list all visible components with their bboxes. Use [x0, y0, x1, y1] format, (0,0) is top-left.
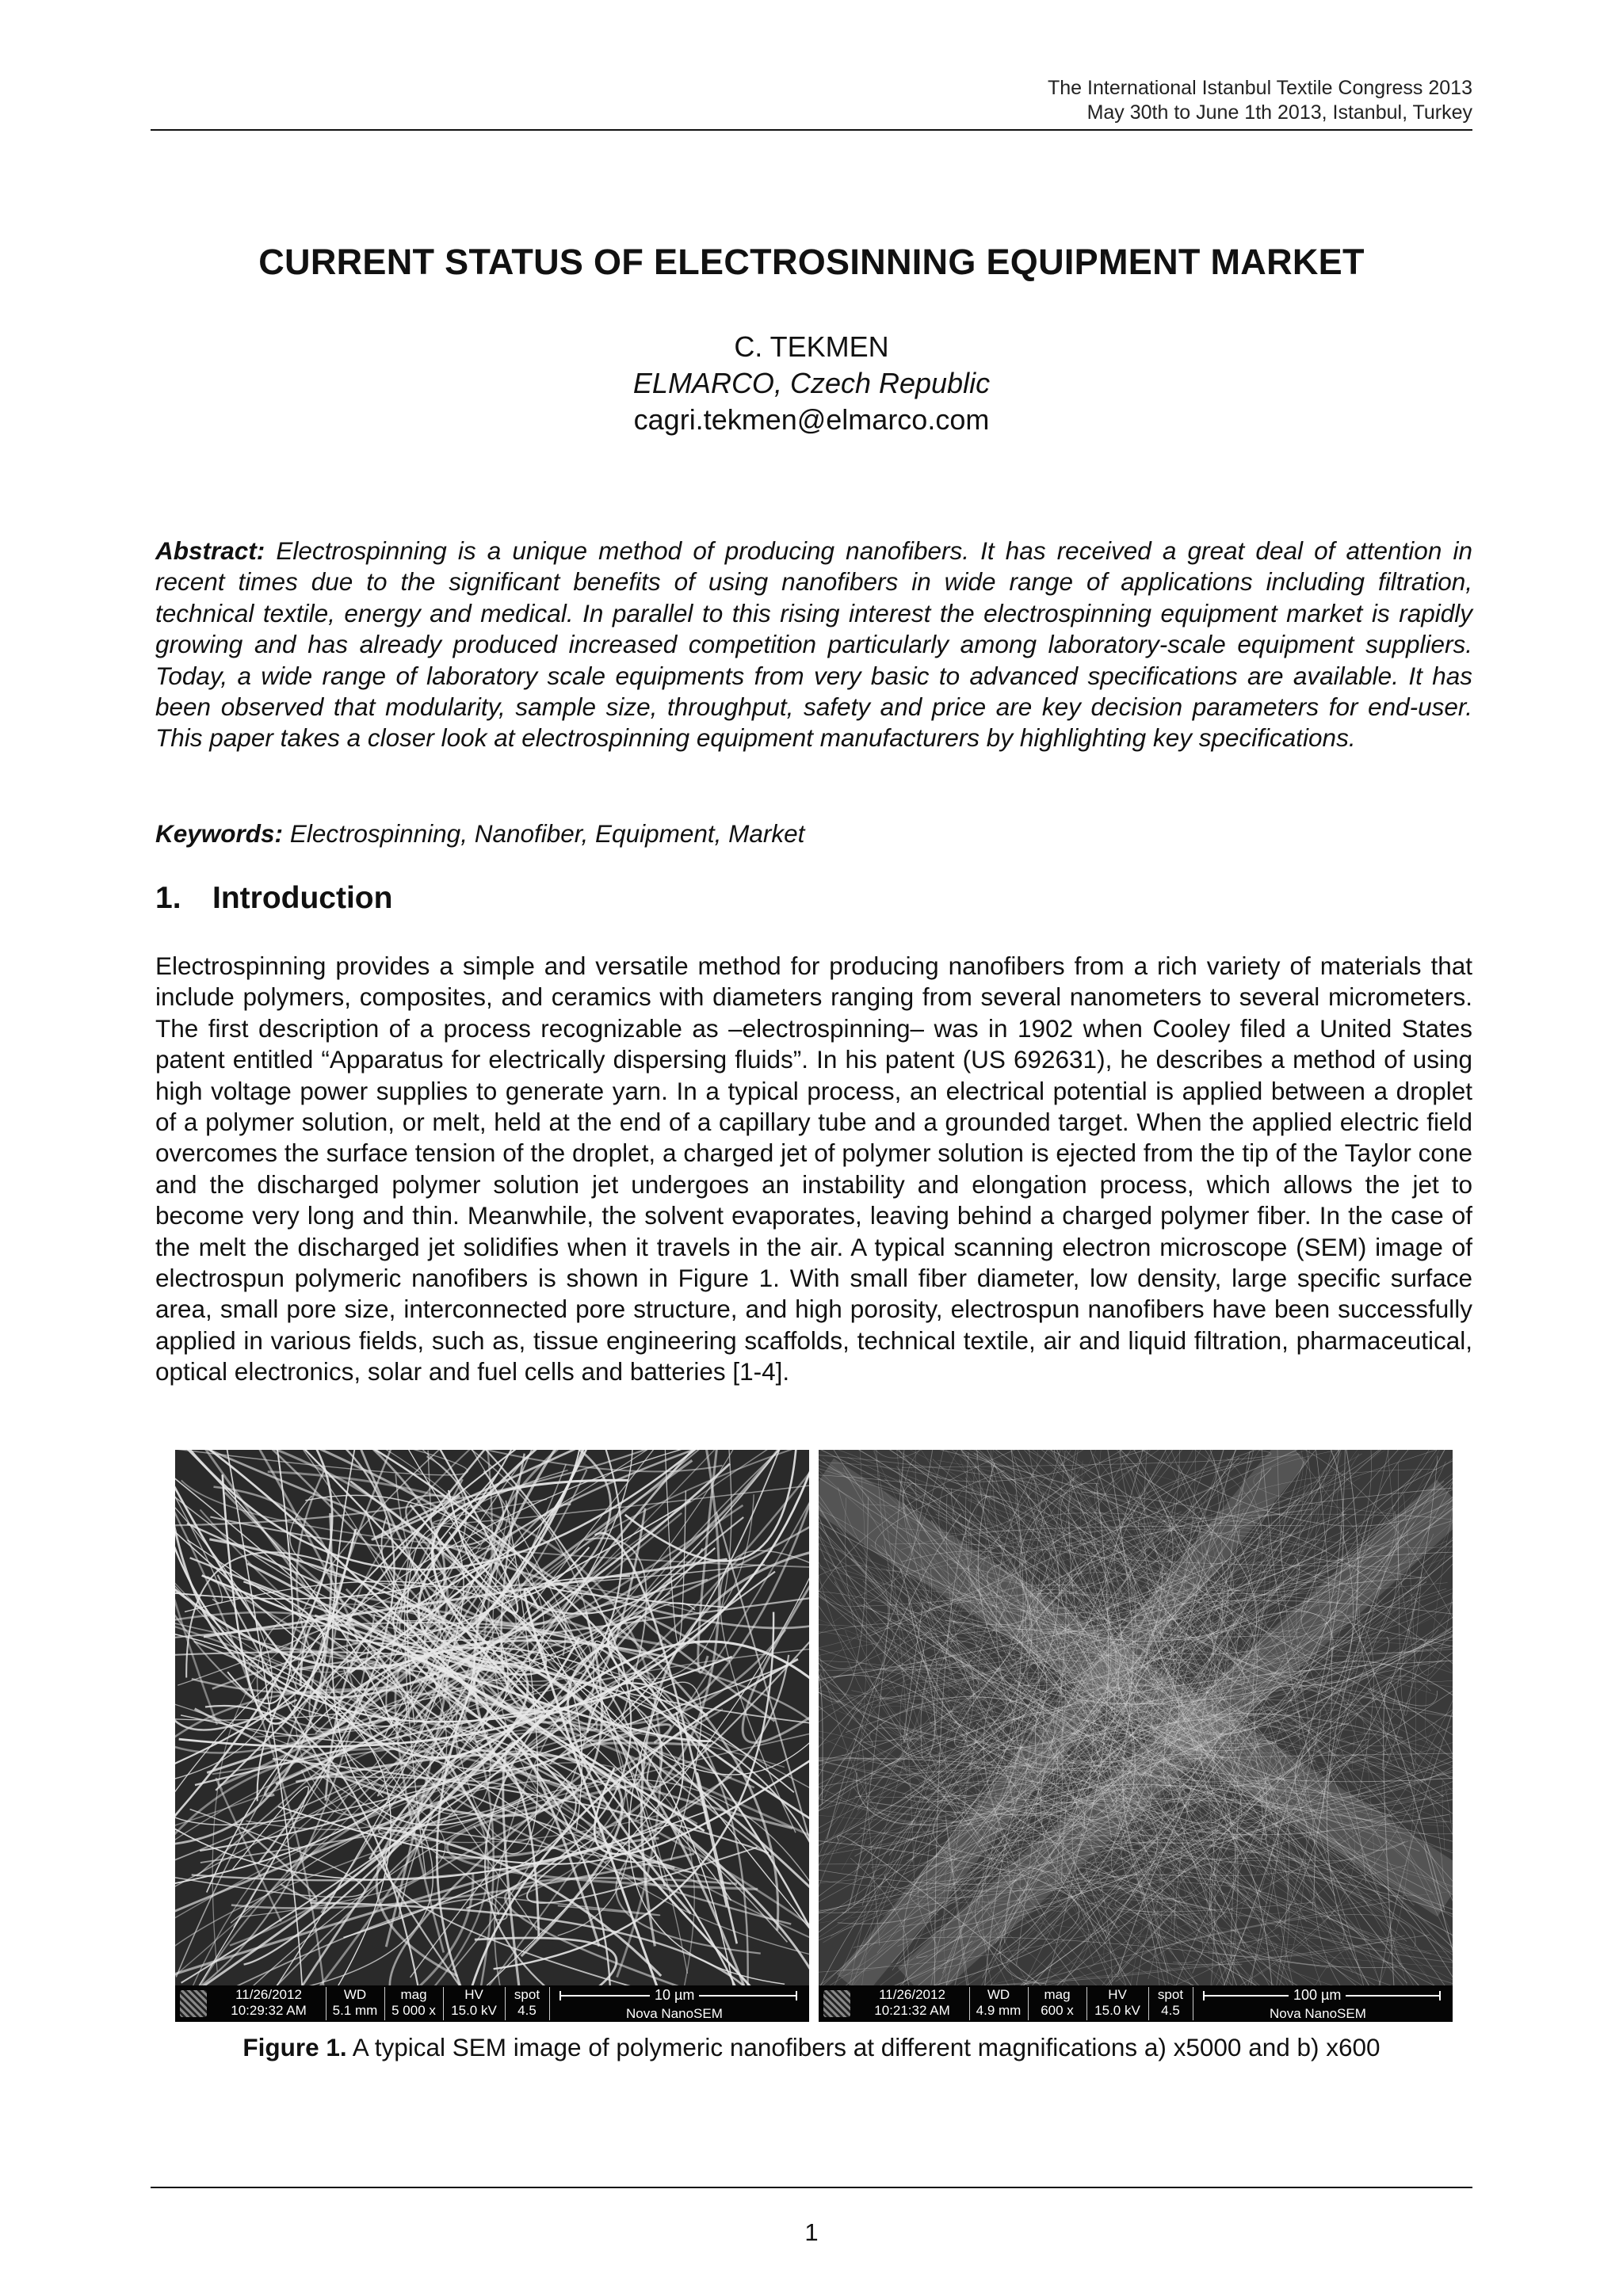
caption-label: Figure 1.: [242, 2033, 347, 2061]
sem-fiber-texture-a: [175, 1450, 809, 1985]
header-divider: [151, 129, 1472, 131]
instrument-name: Nova NanoSEM: [626, 2006, 723, 2021]
sem-image-a: [175, 1450, 809, 2022]
author-block: [151, 329, 1472, 438]
fei-logo-icon: [180, 1990, 207, 2017]
sem-spot-value: 4.5: [517, 2003, 537, 2018]
sem-date: 11/26/2012: [235, 1987, 302, 2002]
sem-spot-label: spot: [1157, 1987, 1184, 2002]
sem-datetime: [213, 1987, 324, 2020]
sem-hv: [1086, 1987, 1148, 2020]
keywords: [155, 819, 1472, 849]
sem-scale: [1193, 1987, 1452, 2020]
sem-time: 10:29:32 AM: [231, 2003, 307, 2018]
sem-spot-label: spot: [514, 1987, 540, 2002]
keywords-label: Keywords:: [155, 819, 284, 848]
sem-wd-label: WD: [343, 1987, 367, 2002]
sem-mag-value: 600 x: [1041, 2003, 1074, 2018]
sem-wd-value: 4.9 mm: [976, 2003, 1022, 2018]
sem-scale: [549, 1987, 808, 2020]
section-title: Introduction: [212, 881, 393, 915]
sem-mag: [384, 1987, 442, 2020]
sem-datetime: [857, 1987, 968, 2020]
sem-hv: [443, 1987, 504, 2020]
conference-dates: May 30th to June 1th 2013, Istanbul, Turkey: [1086, 101, 1472, 124]
scale-label: 100 µm: [1289, 1987, 1346, 2003]
keywords-text: Electrospinning, Nanofiber, Equipment, Market: [289, 819, 805, 848]
page-number: 1: [804, 2218, 819, 2246]
running-header: [1048, 76, 1472, 125]
sem-hv-value: 15.0 kV: [1094, 2003, 1140, 2018]
sem-fiber-texture-b: [819, 1450, 1453, 1985]
footer-divider: [151, 2187, 1472, 2188]
section-number: 1.: [155, 881, 181, 915]
figure-caption: [151, 2033, 1472, 2062]
conference-name: The International Istanbul Textile Congress 2013: [1048, 77, 1472, 99]
abstract-text: Electrospinning is a unique method of producing nanofibers. It has received a great deal of attention in recent times due to the significant benefits of using nanofibers in wide range of applications including filtration, technical textile, energy and medical. In parallel to this rising interest the electrospinning equipment market is rapidly growing and has already produced increased competition particularly among laboratory-scale equipment suppliers. Today, a wide range of laboratory scale equipments from very basic to advanced specifications are available. It has been observed that modularity, sample size, throughput, safety and price are key decision parameters for end-user. This paper takes a closer look at electrospinning equipment manufacturers by highlighting key specifications.: [155, 536, 1472, 753]
sem-date: 11/26/2012: [879, 1987, 945, 2002]
scale-label: 10 µm: [650, 1987, 699, 2003]
sem-spot: [505, 1987, 548, 2020]
figure-1: [175, 1450, 1448, 2022]
sem-wd: [969, 1987, 1027, 2020]
fei-logo-icon: [823, 1990, 850, 2017]
sem-wd-label: WD: [987, 1987, 1010, 2002]
sem-mag-value: 5 000 x: [391, 2003, 436, 2018]
paper-title: CURRENT STATUS OF ELECTROSINNING EQUIPMENT MARKET: [258, 242, 1365, 282]
sem-spot-value: 4.5: [1161, 2003, 1180, 2018]
sem-time: 10:21:32 AM: [874, 2003, 950, 2018]
author-email: cagri.tekmen@elmarco.com: [633, 403, 990, 436]
author-affiliation: ELMARCO, Czech Republic: [632, 367, 991, 399]
sem-spot: [1148, 1987, 1192, 2020]
instrument-name: Nova NanoSEM: [1270, 2006, 1366, 2021]
caption-text: A typical SEM image of polymeric nanofibers at different magnifications a) x5000 and b) x600: [352, 2033, 1381, 2061]
abstract: [155, 536, 1472, 754]
sem-hv-label: HV: [1108, 1987, 1127, 2002]
introduction-paragraph: Electrospinning provides a simple and versatile method for producing nanofibers from a rich variety of materials that include polymers, composites, and ceramics with diameters ranging from several nanometers to several micrometers. The first description of a process recognizable as –electrospinning– was in 1902 when Cooley filed a United States patent entitled “Apparatus for electrically dispersing fluids”. In his patent (US 692631), he describes a method of using high voltage power supplies to generate yarn. In a typical process, an electrical potential is applied between a droplet of a polymer solution, or melt, held at the end of a capillary tube and a grounded target. When the applied electric field overcomes the surface tension of the droplet, a charged jet of polymer solution is ejected from the tip of the Taylor cone and the discharged polymer solution jet undergoes an instability and elongation process, which allows the jet to become very long and thin. Meanwhile, the solvent evaporates, leaving behind a charged polymer fiber. In the case of the melt the discharged jet solidifies when it travels in the air. A typical scanning electron microscope (SEM) image of electrospun polymeric nanofibers is shown in Figure 1. With small fiber diameter, low density, large specific surface area, small pore size, interconnected pore structure, and high porosity, electrospun nanofibers have been successfully applied in various fields, such as, tissue engineering scaffolds, technical textile, air and liquid filtration, pharmaceutical, optical electronics, solar and fuel cells and batteries [1-4].: [155, 952, 1472, 1386]
sem-image-b: [819, 1450, 1453, 2022]
sem-info-bar-a: [175, 1985, 809, 2022]
sem-mag: [1028, 1987, 1086, 2020]
sem-wd-value: 5.1 mm: [332, 2003, 378, 2018]
author-name: C. TEKMEN: [734, 330, 889, 363]
abstract-label: Abstract:: [155, 536, 265, 565]
sem-mag-label: mag: [1044, 1987, 1071, 2002]
sem-hv-value: 15.0 kV: [451, 2003, 497, 2018]
sem-wd: [326, 1987, 384, 2020]
sem-hv-label: HV: [464, 1987, 483, 2002]
section-heading: [155, 881, 392, 916]
sem-mag-label: mag: [400, 1987, 427, 2002]
sem-info-bar-b: [819, 1985, 1453, 2022]
